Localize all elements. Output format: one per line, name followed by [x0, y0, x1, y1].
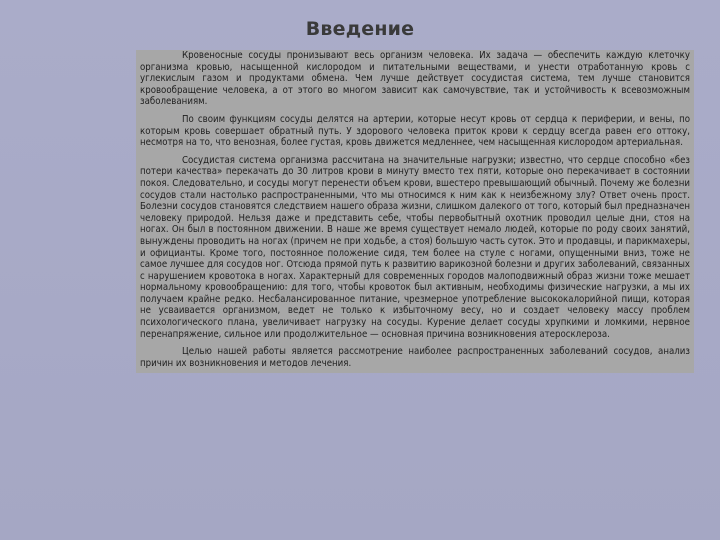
- text-block: [136, 50, 694, 373]
- paragraph: Сосудистая система организма рассчитана на значительные нагрузки; известно, что сердце способно «без потери качества» перекачать до 30 литров крови в минуту вместо тех пяти, которые оно перекачивает в состоянии покоя. Следовательно, и сосуды могут перенести объем крови, вшестеро превышающий обычный. Почему же болезни сосудов стали настолько распространенными, что мы относимся к ним как к неизбежному злу? Ответ очень прост. Болезни сосудов становятся следствием нашего образа жизни, слишком далекого от того, который был предназначен человеку природой. Нельзя даже и представить себе, чтобы первобытный охотник проводил целые дни, стоя на ногах. Он был в постоянном движении. В наше же время существует немало людей, которые по роду своих занятий, вынуждены проводить на ногах (причем не при ходьбе, а стоя) большую часть суток. Это и продавцы, и парикмахеры, и официанты. Кроме того, постоянное положение сидя, тем более на стуле с ногами, опущенными вниз, тоже не самое лучшее для сосудов ног. Отсюда прямой путь к развитию варикозной болезни и других заболеваний, связанных с нарушением кровотока в ногах. Характерный для современных городов малоподвижный образ жизни тоже мешает нормальному кровообращению: для того, чтобы кровоток был активным, необходимы физические нагрузки, а мы их получаем крайне редко. Несбалансированное питание, чрезмерное употребление высококалорийной пищи, которая не усваивается организмом, ведет не только к избыточному весу, но и создает человеку массу проблем психологического плана, увеличивает нагрузку на сосуды. Курение делает сосуды хрупкими и ломкими, нервное перенапряжение, сильное или продолжительное — основная причина возникновения атеросклероза.: [140, 154, 690, 340]
- slide-title: Введение: [305, 18, 415, 40]
- paragraph: По своим функциям сосуды делятся на артерии, которые несут кровь от сердца к периферии, и вены, по которым кровь совершает обратный путь. У здорового человека приток крови к сердцу всегда равен его оттоку, несмотря на то, что венозная, более густая, кровь движется медленнее, чем насыщенная кислородом артериальная.: [140, 113, 690, 149]
- paragraph: Целью нашей работы является рассмотрение наиболее распространенных заболеваний сосудов, анализ причин их возникновения и методов лечения.: [140, 346, 690, 369]
- paragraph: Кровеносные сосуды пронизывают весь организм человека. Их задача — обеспечить каждую клеточку организма кровью, насыщенной кислородом и питательными веществами, и унести отработанную кровь с углекислым газом и продуктами обмена. Чем лучше действует сосудистая система, тем лучше становится кровообращение человека, а от этого во многом зависит как самочувствие, так и устойчивость к всевозможным заболеваниям.: [140, 50, 690, 108]
